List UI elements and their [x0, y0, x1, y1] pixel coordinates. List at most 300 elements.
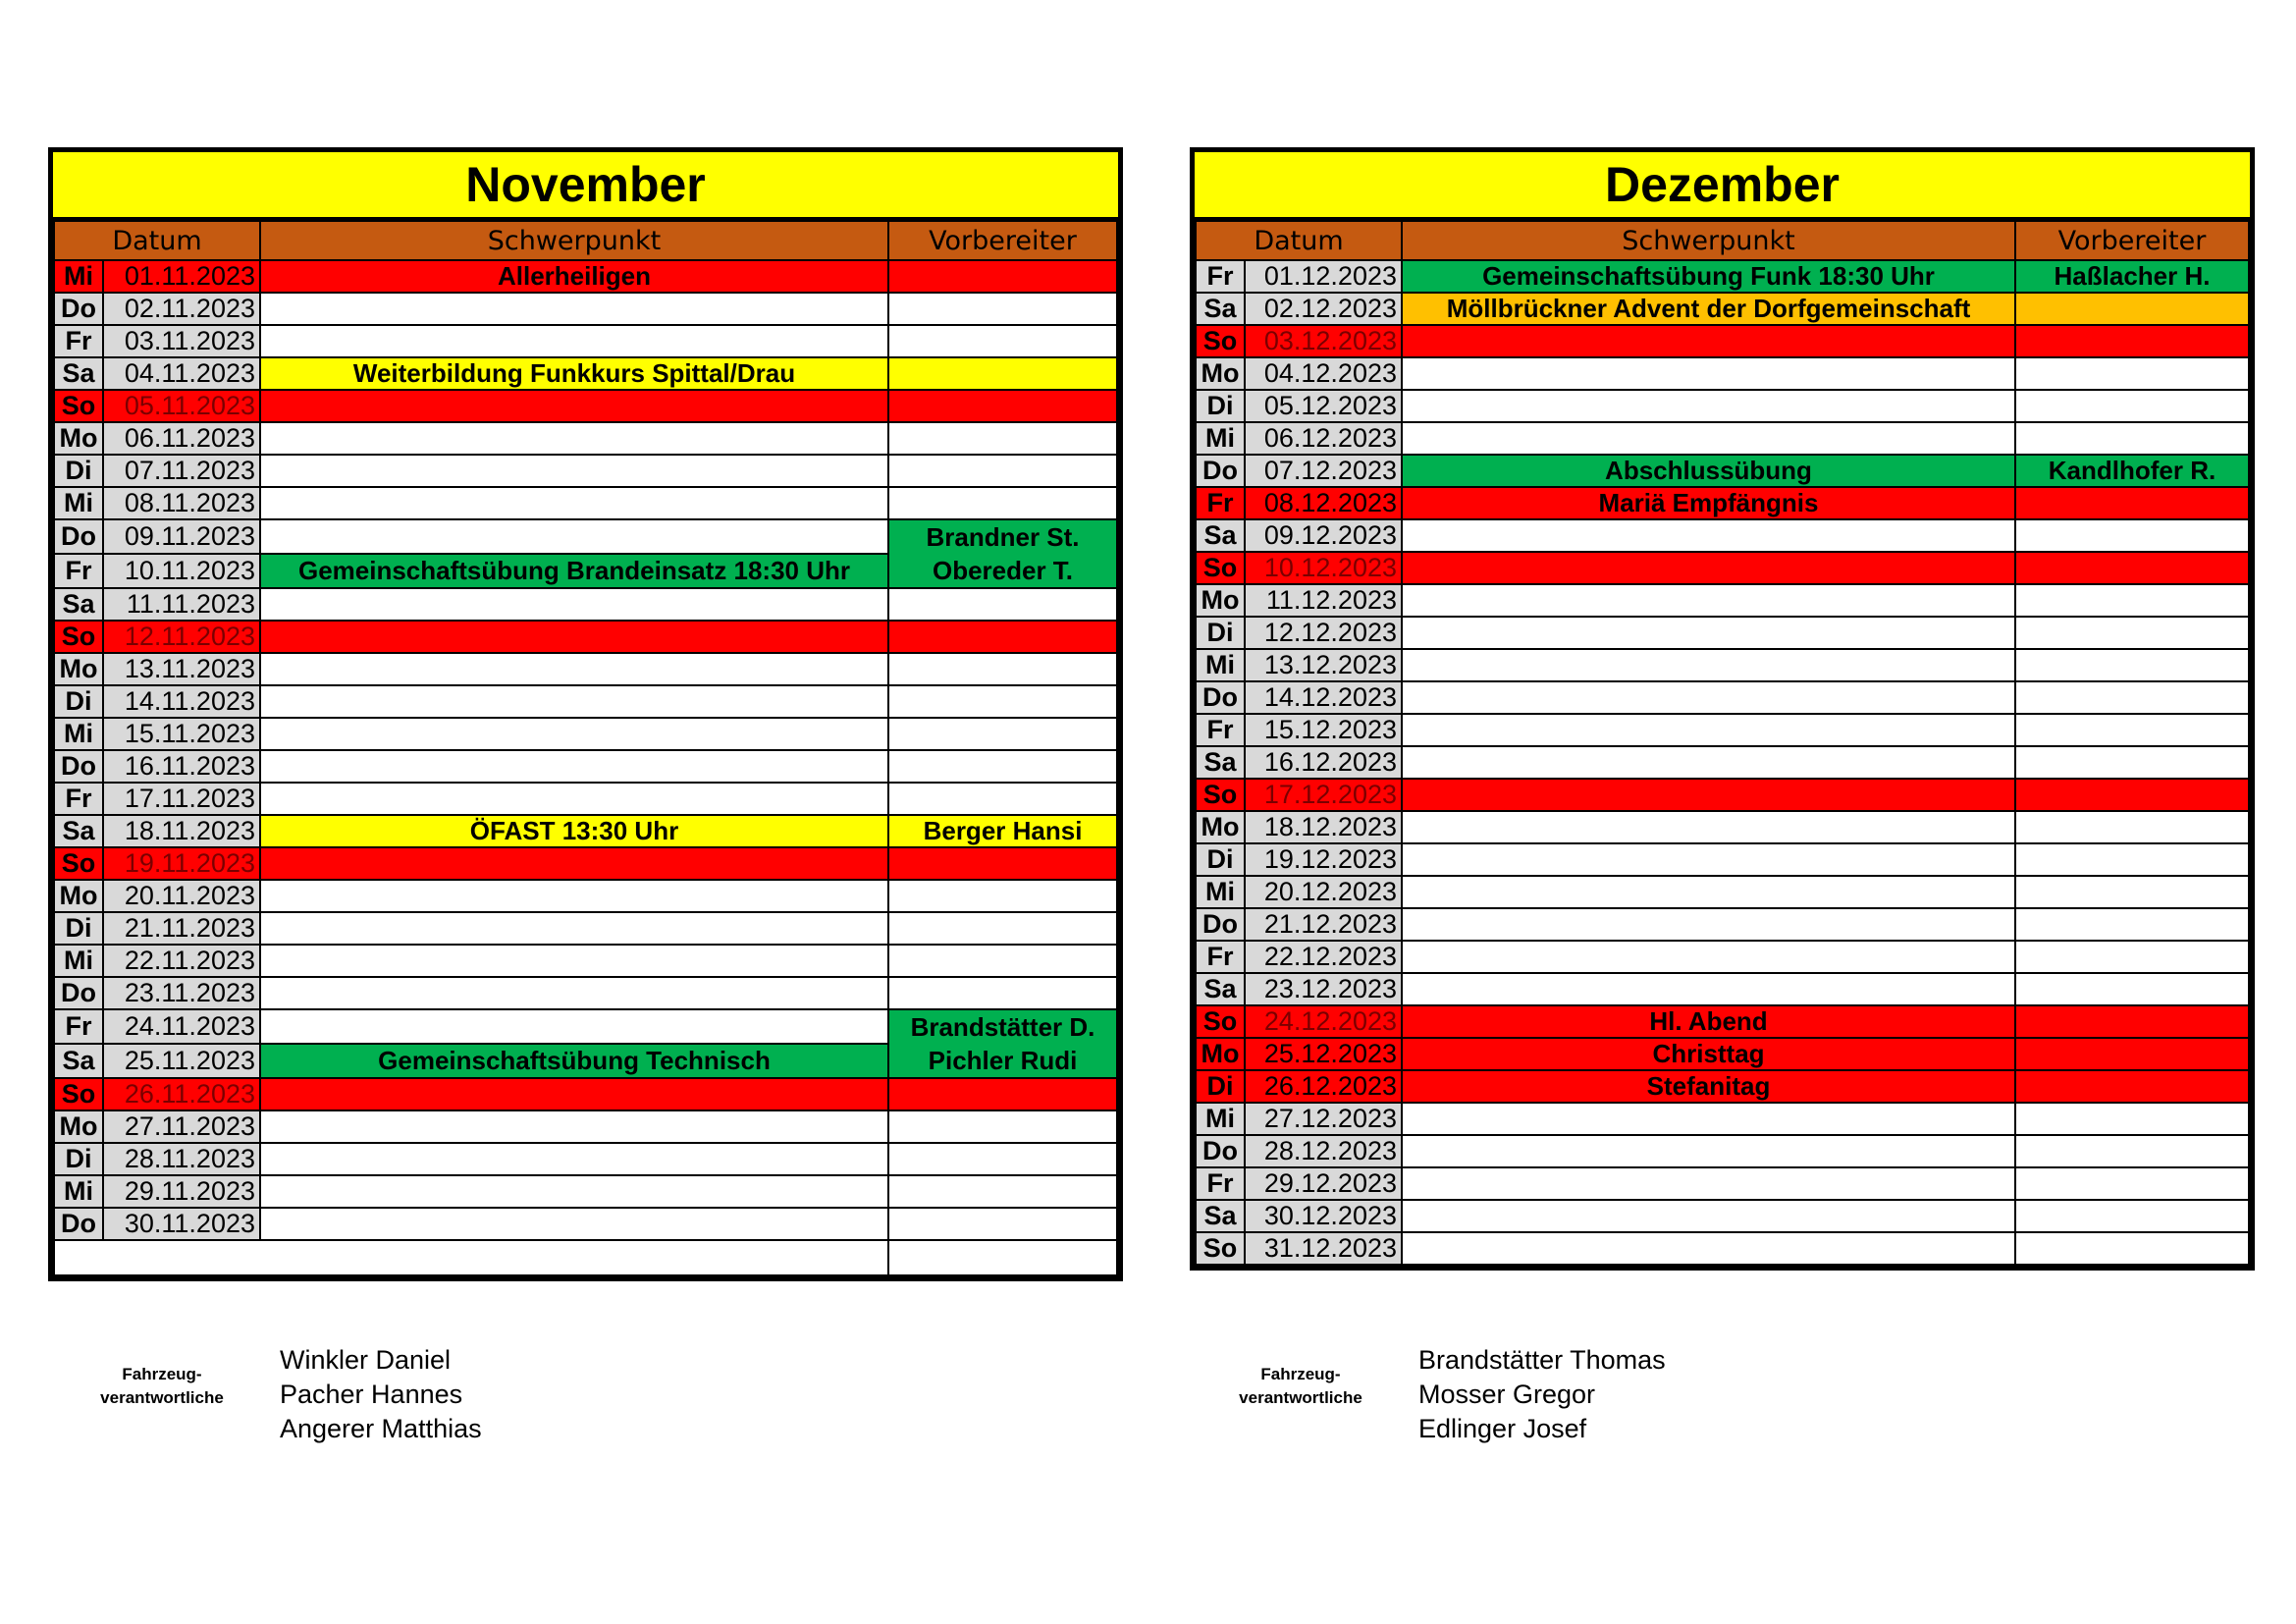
date-cell: 01.11.2023	[103, 260, 260, 293]
vorbereiter-cell	[888, 750, 1117, 783]
vorbereiter-cell	[888, 945, 1117, 977]
table-row	[54, 519, 1117, 554]
table-row	[54, 260, 1117, 293]
vorbereiter-cell: Haßlacher H.	[2015, 260, 2249, 293]
date-cell: 10.11.2023	[103, 554, 260, 588]
day-of-week-cell: Mo	[1196, 584, 1245, 617]
date-cell: 18.12.2023	[1245, 811, 1402, 843]
schwerpunkt-cell: Mariä Empfängnis	[1402, 487, 2015, 519]
table-row	[54, 815, 1117, 847]
vorbereiter-cell	[2015, 325, 2249, 357]
day-of-week-cell: Di	[1196, 617, 1245, 649]
table-row	[54, 653, 1117, 685]
day-of-week-cell: Do	[54, 293, 103, 325]
vorbereiter-cell: Kandlhofer R.	[2015, 455, 2249, 487]
day-of-week-cell: Sa	[1196, 746, 1245, 779]
vorbereiter-cell	[888, 718, 1117, 750]
date-cell: 24.12.2023	[1245, 1005, 1402, 1038]
schwerpunkt-cell	[1402, 1232, 2015, 1265]
day-of-week-cell: Mi	[1196, 649, 1245, 681]
schwerpunkt-cell	[260, 685, 888, 718]
day-of-week-cell: Sa	[54, 815, 103, 847]
date-cell: 12.12.2023	[1245, 617, 1402, 649]
table-row	[1196, 325, 2249, 357]
table-row-empty	[54, 1240, 1117, 1275]
date-cell: 09.12.2023	[1245, 519, 1402, 552]
table-row	[1196, 617, 2249, 649]
vorbereiter-cell	[2015, 422, 2249, 455]
table-row	[1196, 390, 2249, 422]
table-row	[54, 685, 1117, 718]
day-of-week-cell: Fr	[1196, 260, 1245, 293]
header-vorbereiter: Vorbereiter	[2015, 221, 2249, 260]
calendar-november	[48, 147, 1123, 1281]
table-row	[54, 1009, 1117, 1044]
table-row	[1196, 941, 2249, 973]
schwerpunkt-cell	[260, 1078, 888, 1110]
schwerpunkt-cell	[260, 293, 888, 325]
schwerpunkt-cell	[1402, 876, 2015, 908]
schwerpunkt-cell	[260, 1009, 888, 1044]
day-of-week-cell: Do	[1196, 681, 1245, 714]
table-row	[54, 718, 1117, 750]
table-row	[54, 912, 1117, 945]
date-cell: 06.12.2023	[1245, 422, 1402, 455]
table-row	[54, 945, 1117, 977]
date-cell: 31.12.2023	[1245, 1232, 1402, 1265]
vorbereiter-cell	[888, 880, 1117, 912]
date-cell: 20.11.2023	[103, 880, 260, 912]
schwerpunkt-cell	[260, 422, 888, 455]
day-of-week-cell: Mi	[1196, 1103, 1245, 1135]
date-cell: 29.11.2023	[103, 1175, 260, 1208]
day-of-week-cell: So	[54, 390, 103, 422]
vorbereiter-cell	[2015, 779, 2249, 811]
table-row	[54, 390, 1117, 422]
schwerpunkt-cell: Stefanitag	[1402, 1070, 2015, 1103]
vorbereiter-cell	[888, 357, 1117, 390]
table-row	[1196, 779, 2249, 811]
vorbereiter-cell	[2015, 681, 2249, 714]
vorbereiter-cell	[888, 588, 1117, 621]
table-row	[1196, 455, 2249, 487]
day-of-week-cell: Fr	[54, 1009, 103, 1044]
schwerpunkt-cell	[260, 1175, 888, 1208]
table-row	[1196, 1200, 2249, 1232]
schwerpunkt-cell	[260, 750, 888, 783]
responsible-names	[1418, 1343, 1666, 1446]
schwerpunkt-cell	[260, 325, 888, 357]
header-schwerpunkt: Schwerpunkt	[260, 221, 888, 260]
day-of-week-cell: Do	[1196, 908, 1245, 941]
schwerpunkt-cell	[1402, 325, 2015, 357]
table-row	[1196, 1167, 2249, 1200]
date-cell: 02.11.2023	[103, 293, 260, 325]
date-cell: 06.11.2023	[103, 422, 260, 455]
header-datum: Datum	[54, 221, 260, 260]
date-cell: 28.12.2023	[1245, 1135, 1402, 1167]
empty-cell	[54, 1240, 888, 1275]
day-of-week-cell: Mo	[1196, 357, 1245, 390]
responsible-name: Winkler Daniel	[280, 1345, 452, 1375]
table-row	[1196, 519, 2249, 552]
table-row	[1196, 1005, 2249, 1038]
day-of-week-cell: So	[54, 1078, 103, 1110]
schwerpunkt-cell	[1402, 1200, 2015, 1232]
schwerpunkt-cell	[1402, 779, 2015, 811]
date-cell: 17.12.2023	[1245, 779, 1402, 811]
date-cell: 19.11.2023	[103, 847, 260, 880]
date-cell: 25.12.2023	[1245, 1038, 1402, 1070]
table-row	[54, 750, 1117, 783]
schwerpunkt-cell	[1402, 422, 2015, 455]
day-of-week-cell: So	[1196, 325, 1245, 357]
table-row	[1196, 293, 2249, 325]
schwerpunkt-cell	[1402, 941, 2015, 973]
table-body	[54, 260, 1117, 1275]
day-of-week-cell: Do	[54, 1208, 103, 1240]
vorbereiter-cell	[2015, 843, 2249, 876]
schwerpunkt-cell: Abschlussübung	[1402, 455, 2015, 487]
day-of-week-cell: Sa	[54, 357, 103, 390]
day-of-week-cell: So	[1196, 552, 1245, 584]
vorbereiter-cell	[2015, 519, 2249, 552]
responsible-name: Brandstätter Thomas	[1418, 1345, 1666, 1375]
day-of-week-cell: Mi	[54, 718, 103, 750]
date-cell: 19.12.2023	[1245, 843, 1402, 876]
date-cell: 09.11.2023	[103, 519, 260, 554]
vorbereiter-cell	[2015, 1167, 2249, 1200]
vorbereiter-cell	[888, 260, 1117, 293]
vorbereiter-cell	[888, 390, 1117, 422]
day-of-week-cell: Do	[54, 977, 103, 1009]
date-cell: 14.12.2023	[1245, 681, 1402, 714]
responsible-label-text: Fahrzeug- verantwortliche	[1239, 1365, 1362, 1407]
table-row	[1196, 649, 2249, 681]
schwerpunkt-cell	[260, 847, 888, 880]
table-row	[1196, 714, 2249, 746]
responsible-label	[1232, 1363, 1369, 1410]
date-cell: 05.11.2023	[103, 390, 260, 422]
table-row	[1196, 552, 2249, 584]
day-of-week-cell: Mi	[54, 945, 103, 977]
schwerpunkt-cell	[1402, 617, 2015, 649]
vorbereiter-cell	[888, 293, 1117, 325]
responsible-name: Edlinger Josef	[1418, 1414, 1587, 1443]
responsible-name: Angerer Matthias	[280, 1414, 482, 1443]
table-row	[1196, 973, 2249, 1005]
schwerpunkt-cell	[260, 783, 888, 815]
day-of-week-cell: Do	[1196, 455, 1245, 487]
vorbereiter-cell	[2015, 649, 2249, 681]
schwerpunkt-cell	[260, 1208, 888, 1240]
date-cell: 08.12.2023	[1245, 487, 1402, 519]
schwerpunkt-cell	[1402, 681, 2015, 714]
table-row	[1196, 681, 2249, 714]
day-of-week-cell: Sa	[1196, 1200, 1245, 1232]
table-row	[1196, 1232, 2249, 1265]
schwerpunkt-cell	[260, 519, 888, 554]
date-cell: 12.11.2023	[103, 621, 260, 653]
vorbereiter-cell	[888, 621, 1117, 653]
date-cell: 17.11.2023	[103, 783, 260, 815]
schwerpunkt-cell: Gemeinschaftsübung Funk 18:30 Uhr	[1402, 260, 2015, 293]
vorbereiter-cell	[2015, 357, 2249, 390]
day-of-week-cell: Fr	[54, 783, 103, 815]
vorbereiter-cell	[2015, 552, 2249, 584]
schwerpunkt-cell	[260, 653, 888, 685]
day-of-week-cell: Sa	[1196, 519, 1245, 552]
date-cell: 18.11.2023	[103, 815, 260, 847]
date-cell: 03.11.2023	[103, 325, 260, 357]
day-of-week-cell: Di	[54, 455, 103, 487]
date-cell: 24.11.2023	[103, 1009, 260, 1044]
day-of-week-cell: Sa	[1196, 973, 1245, 1005]
date-cell: 02.12.2023	[1245, 293, 1402, 325]
schwerpunkt-cell: Christtag	[1402, 1038, 2015, 1070]
date-cell: 28.11.2023	[103, 1143, 260, 1175]
table-row	[54, 487, 1117, 519]
day-of-week-cell: Sa	[54, 1044, 103, 1078]
month-title: Dezember	[1195, 152, 2250, 220]
schwerpunkt-cell	[1402, 357, 2015, 390]
day-of-week-cell: Di	[54, 685, 103, 718]
vorbereiter-cell	[2015, 1005, 2249, 1038]
day-of-week-cell: Di	[1196, 1070, 1245, 1103]
date-cell: 26.11.2023	[103, 1078, 260, 1110]
schwerpunkt-cell	[1402, 649, 2015, 681]
table-row	[54, 588, 1117, 621]
vorbereiter-cell	[888, 1143, 1117, 1175]
schwerpunkt-cell	[1402, 908, 2015, 941]
day-of-week-cell: Di	[1196, 390, 1245, 422]
table-row	[54, 1078, 1117, 1110]
schwerpunkt-cell	[260, 621, 888, 653]
day-of-week-cell: So	[1196, 1232, 1245, 1265]
schwerpunkt-cell	[260, 390, 888, 422]
schedule-table	[1195, 220, 2250, 1266]
schwerpunkt-cell	[1402, 714, 2015, 746]
date-cell: 14.11.2023	[103, 685, 260, 718]
table-row	[1196, 811, 2249, 843]
header-schwerpunkt: Schwerpunkt	[1402, 221, 2015, 260]
table-row	[54, 1110, 1117, 1143]
schwerpunkt-cell	[1402, 1103, 2015, 1135]
day-of-week-cell: Mo	[54, 880, 103, 912]
vorbereiter-cell	[888, 685, 1117, 718]
day-of-week-cell: Do	[54, 750, 103, 783]
schwerpunkt-cell	[1402, 390, 2015, 422]
day-of-week-cell: Di	[54, 912, 103, 945]
responsible-name: Mosser Gregor	[1418, 1380, 1596, 1409]
vorbereiter-cell	[888, 783, 1117, 815]
vorbereiter-cell: Brandstätter D. Pichler Rudi	[888, 1009, 1117, 1078]
header-datum: Datum	[1196, 221, 1402, 260]
header-row	[54, 221, 1117, 260]
vorbereiter-cell	[2015, 1232, 2249, 1265]
vorbereiter-cell	[888, 422, 1117, 455]
date-cell: 11.11.2023	[103, 588, 260, 621]
responsible-label-text: Fahrzeug- verantwortliche	[100, 1365, 224, 1407]
day-of-week-cell: So	[54, 847, 103, 880]
schwerpunkt-cell: Allerheiligen	[260, 260, 888, 293]
date-cell: 26.12.2023	[1245, 1070, 1402, 1103]
day-of-week-cell: Mo	[1196, 811, 1245, 843]
day-of-week-cell: Sa	[54, 588, 103, 621]
schwerpunkt-cell	[260, 1143, 888, 1175]
day-of-week-cell: Mo	[54, 1110, 103, 1143]
schwerpunkt-cell: Gemeinschaftsübung Brandeinsatz 18:30 Uhr	[260, 554, 888, 588]
vorbereiter-cell	[888, 487, 1117, 519]
vorbereiter-cell	[888, 653, 1117, 685]
date-cell: 21.11.2023	[103, 912, 260, 945]
day-of-week-cell: Sa	[1196, 293, 1245, 325]
table-row	[54, 293, 1117, 325]
responsible-names	[280, 1343, 482, 1446]
table-row	[54, 1143, 1117, 1175]
day-of-week-cell: Fr	[1196, 1167, 1245, 1200]
date-cell: 30.11.2023	[103, 1208, 260, 1240]
table-row	[1196, 1070, 2249, 1103]
table-row	[1196, 357, 2249, 390]
table-row	[1196, 260, 2249, 293]
date-cell: 11.12.2023	[1245, 584, 1402, 617]
vorbereiter-cell	[888, 1175, 1117, 1208]
table-row	[54, 621, 1117, 653]
date-cell: 15.11.2023	[103, 718, 260, 750]
date-cell: 15.12.2023	[1245, 714, 1402, 746]
schwerpunkt-cell	[1402, 973, 2015, 1005]
date-cell: 16.11.2023	[103, 750, 260, 783]
vorbereiter-cell	[2015, 1038, 2249, 1070]
table-row	[1196, 746, 2249, 779]
table-row	[1196, 1135, 2249, 1167]
schwerpunkt-cell	[1402, 1167, 2015, 1200]
schwerpunkt-cell: Möllbrückner Advent der Dorfgemeinschaft	[1402, 293, 2015, 325]
table-row	[1196, 843, 2249, 876]
table-row	[54, 325, 1117, 357]
vorbereiter-cell	[888, 325, 1117, 357]
date-cell: 23.12.2023	[1245, 973, 1402, 1005]
vorbereiter-cell	[2015, 746, 2249, 779]
schwerpunkt-cell	[260, 912, 888, 945]
day-of-week-cell: Di	[54, 1143, 103, 1175]
day-of-week-cell: Mi	[54, 260, 103, 293]
header-vorbereiter: Vorbereiter	[888, 221, 1117, 260]
vorbereiter-cell	[2015, 487, 2249, 519]
table-row	[54, 783, 1117, 815]
table-row	[1196, 908, 2249, 941]
date-cell: 03.12.2023	[1245, 325, 1402, 357]
table-row	[54, 357, 1117, 390]
date-cell: 22.11.2023	[103, 945, 260, 977]
vorbereiter-cell	[2015, 1200, 2249, 1232]
vorbereiter-cell	[2015, 714, 2249, 746]
day-of-week-cell: Di	[1196, 843, 1245, 876]
date-cell: 30.12.2023	[1245, 1200, 1402, 1232]
vorbereiter-cell	[2015, 811, 2249, 843]
table-row	[1196, 876, 2249, 908]
vorbereiter-cell	[888, 455, 1117, 487]
table-row	[1196, 422, 2249, 455]
schwerpunkt-cell	[260, 588, 888, 621]
date-cell: 29.12.2023	[1245, 1167, 1402, 1200]
table-row	[54, 422, 1117, 455]
day-of-week-cell: Mo	[54, 653, 103, 685]
vorbereiter-cell	[888, 847, 1117, 880]
schwerpunkt-cell	[260, 455, 888, 487]
schwerpunkt-cell	[1402, 1135, 2015, 1167]
responsible-name: Pacher Hannes	[280, 1380, 463, 1409]
table-row	[54, 977, 1117, 1009]
day-of-week-cell: So	[54, 621, 103, 653]
date-cell: 20.12.2023	[1245, 876, 1402, 908]
vorbereiter-cell	[2015, 941, 2249, 973]
table-row	[54, 880, 1117, 912]
table-body	[1196, 260, 2249, 1265]
schwerpunkt-cell	[1402, 843, 2015, 876]
schwerpunkt-cell	[260, 880, 888, 912]
table-row	[54, 455, 1117, 487]
table-row	[1196, 1103, 2249, 1135]
vorbereiter-cell	[2015, 876, 2249, 908]
vorbereiter-cell	[2015, 293, 2249, 325]
day-of-week-cell: Mi	[54, 1175, 103, 1208]
day-of-week-cell: Fr	[1196, 941, 1245, 973]
schwerpunkt-cell	[1402, 552, 2015, 584]
schwerpunkt-cell: Weiterbildung Funkkurs Spittal/Drau	[260, 357, 888, 390]
schwerpunkt-cell	[260, 487, 888, 519]
day-of-week-cell: Do	[54, 519, 103, 554]
day-of-week-cell: Fr	[54, 325, 103, 357]
vorbereiter-cell	[2015, 1070, 2249, 1103]
date-cell: 27.12.2023	[1245, 1103, 1402, 1135]
vorbereiter-cell	[2015, 390, 2249, 422]
day-of-week-cell: Mi	[54, 487, 103, 519]
day-of-week-cell: Fr	[54, 554, 103, 588]
schwerpunkt-cell	[1402, 584, 2015, 617]
date-cell: 25.11.2023	[103, 1044, 260, 1078]
vorbereiter-cell	[888, 1078, 1117, 1110]
date-cell: 10.12.2023	[1245, 552, 1402, 584]
vorbereiter-cell	[2015, 973, 2249, 1005]
schwerpunkt-cell	[260, 1110, 888, 1143]
date-cell: 13.12.2023	[1245, 649, 1402, 681]
date-cell: 21.12.2023	[1245, 908, 1402, 941]
vorbereiter-cell	[2015, 617, 2249, 649]
schwerpunkt-cell: ÖFAST 13:30 Uhr	[260, 815, 888, 847]
schwerpunkt-cell	[1402, 519, 2015, 552]
table-row	[1196, 584, 2249, 617]
table-row	[1196, 487, 2249, 519]
vorbereiter-cell	[888, 977, 1117, 1009]
vorbereiter-cell	[888, 912, 1117, 945]
vorbereiter-cell	[888, 1208, 1117, 1240]
schedule-table	[53, 220, 1118, 1276]
schwerpunkt-cell	[1402, 746, 2015, 779]
day-of-week-cell: So	[1196, 779, 1245, 811]
empty-cell	[888, 1240, 1117, 1275]
day-of-week-cell: So	[1196, 1005, 1245, 1038]
date-cell: 27.11.2023	[103, 1110, 260, 1143]
schwerpunkt-cell	[260, 718, 888, 750]
date-cell: 08.11.2023	[103, 487, 260, 519]
schwerpunkt-cell: Gemeinschaftsübung Technisch	[260, 1044, 888, 1078]
day-of-week-cell: Mo	[1196, 1038, 1245, 1070]
table-row	[54, 1208, 1117, 1240]
header-row	[1196, 221, 2249, 260]
date-cell: 01.12.2023	[1245, 260, 1402, 293]
